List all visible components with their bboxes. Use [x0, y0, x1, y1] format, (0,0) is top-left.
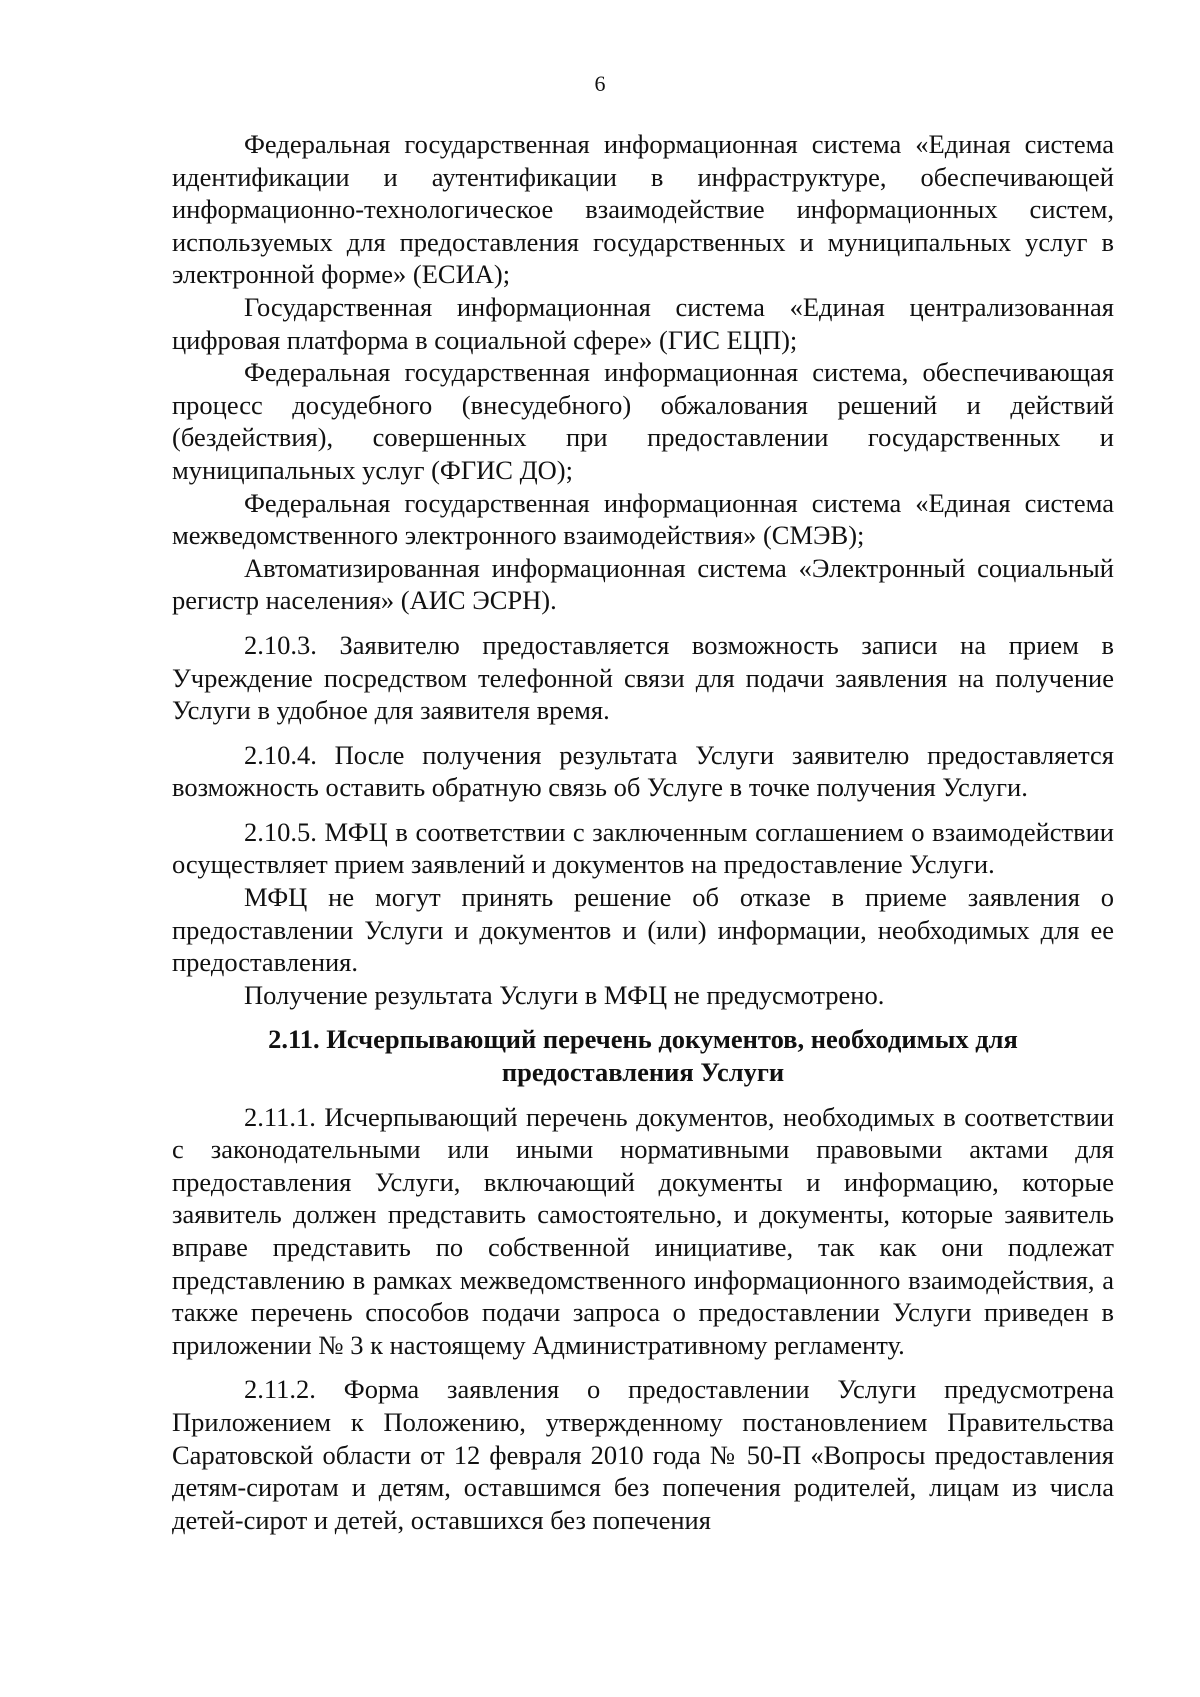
section-heading-line-1: 2.11. Исчерпывающий перечень документов, необходимых для [268, 1024, 1018, 1055]
paragraph-mfc-refusal: МФЦ не могут принять решение об отказе в приеме заявления о предоставлении Услуги и документов и (или) информации, необходимых для ее предоставления. [172, 882, 1114, 978]
section-heading-line-2: предоставления Услуги [501, 1057, 785, 1088]
section-heading-2-11 [172, 1023, 1114, 1088]
paragraph-smev: Федеральная государственная информационная система «Единая система межведомственного электронного взаимодействия» (СМЭВ); [172, 487, 1114, 551]
paragraph-2-10-5: 2.10.5. МФЦ в соответствии с заключенным соглашением о взаимодействии осуществляет прием заявлений и документов на предоставление Услуги. [172, 816, 1114, 880]
paragraph-2-10-4: 2.10.4. После получения результата Услуги заявителю предоставляется возможность оставить обратную связь об Услуге в точке получения Услуги. [172, 739, 1114, 803]
document-body [172, 128, 1114, 1536]
paragraph-2-10-3: 2.10.3. Заявителю предоставляется возможность записи на прием в Учреждение посредством телефонной связи для подачи заявления на получение Услуги в удобное для заявителя время. [172, 629, 1114, 726]
paragraph-2-11-2: 2.11.2. Форма заявления о предоставлении Услуги предусмотрена Приложением к Положению, утвержденному постановлением Правительства Саратовской области от 12 февраля 2010 года № 50-П «Вопросы предоставления детям-сиротам и детям, оставшимся без попечения родителей, лицам из числа детей-сирот и детей, оставшихся без попечения [172, 1374, 1114, 1535]
page-number: 6 [594, 71, 606, 96]
paragraph-mfc-result: Получение результата Услуги в МФЦ не предусмотрено. [244, 979, 885, 1010]
paragraph-fgis-do: Федеральная государственная информационная система, обеспечивающая процесс досудебного (внесудебного) обжалования решений и действий (бездействия), совершенных при предоставлении государственных и муниципальных услуг (ФГИС ДО); [172, 357, 1114, 485]
paragraph-2-11-1: 2.11.1. Исчерпывающий перечень документов, необходимых в соответствии с законодательными или иными нормативными правовыми актами для предоставления Услуги, включающий документы и информацию, которые заявитель должен представить самостоятельно, и документы, которые заявитель вправе представить по собственной инициативе, так как они подлежат представлению в рамках межведомственного информационного взаимодействия, а также перечень способов подачи запроса о предоставлении Услуги приведен в приложении № 3 к настоящему Административному регламенту. [172, 1101, 1114, 1360]
paragraph-gis-ecp: Государственная информационная система «Единая централизованная цифровая платформа в социальной сфере» (ГИС ЕЦП); [172, 291, 1114, 355]
paragraph-ais-esrn: Автоматизированная информационная система «Электронный социальный регистр населения» (АИС ЭСРН). [172, 552, 1114, 616]
paragraph-esia: Федеральная государственная информационная система «Единая система идентификации и аутентификации в инфраструктуре, обеспечивающей информационно-технологическое взаимодействие информационных систем, используемых для предоставления государственных и муниципальных услуг в электронной форме» (ЕСИА); [172, 129, 1114, 290]
